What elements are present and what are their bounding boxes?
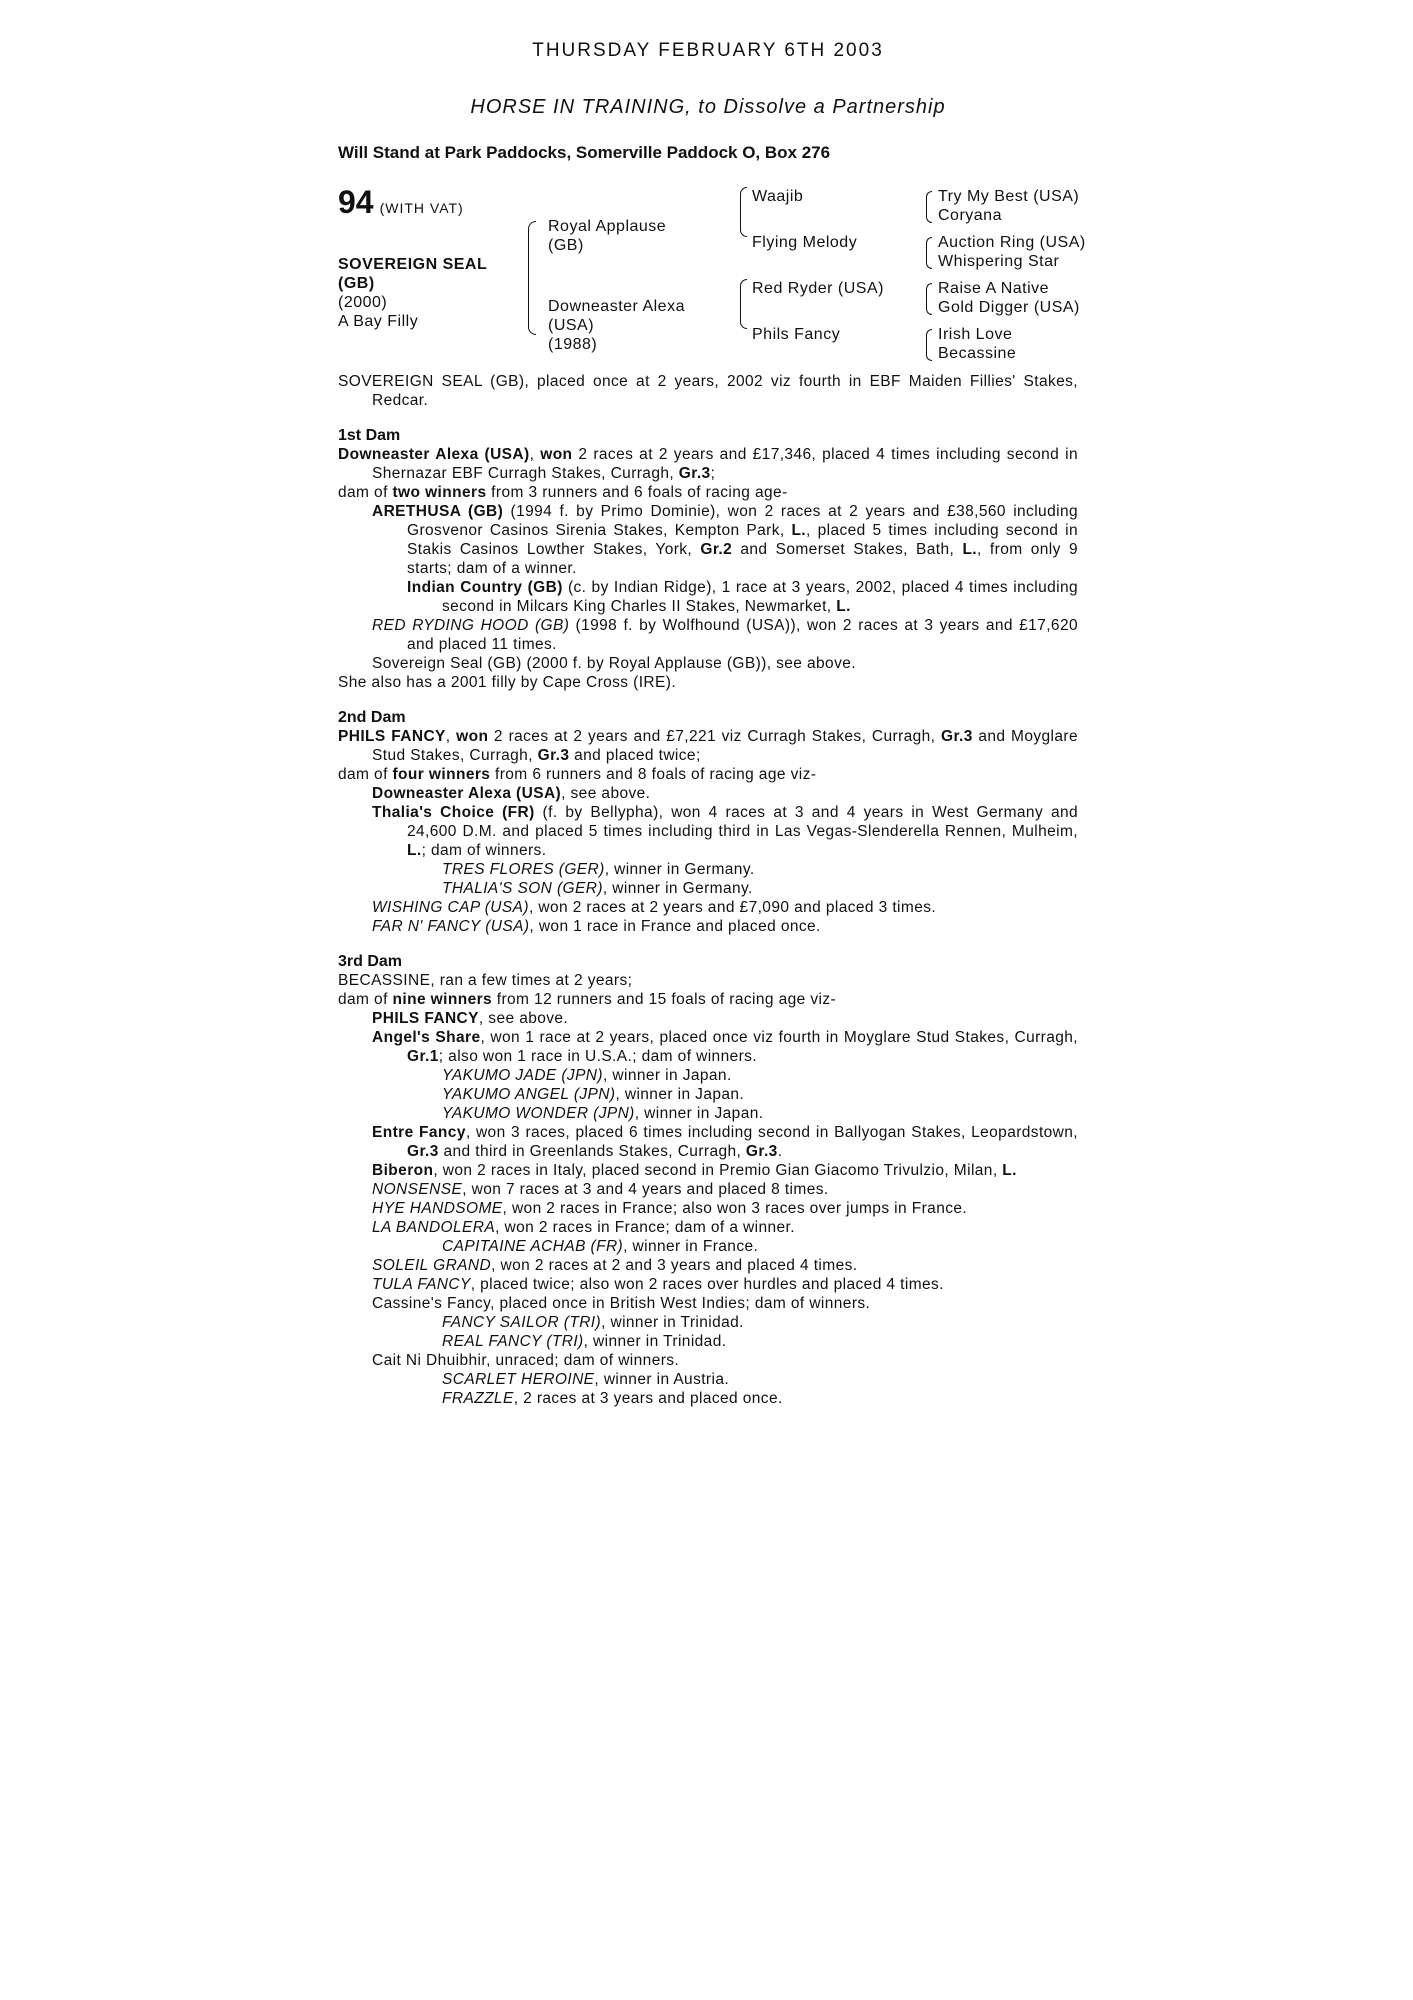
pedigree-brace-main	[528, 221, 536, 335]
punct: .	[777, 1143, 783, 1160]
produce-name: RED RYDING HOOD (GB)	[372, 617, 570, 634]
produce-text: , won 7 races at 3 and 4 years and placed 8 times.	[462, 1181, 829, 1198]
produce-name: Entre Fancy	[372, 1124, 466, 1141]
intro-paragraph: SOVEREIGN SEAL (GB), placed once at 2 years, 2002 viz fourth in EBF Maiden Fillies' Stakes, Redcar.	[338, 373, 1078, 409]
second-dam-entry	[338, 727, 1078, 765]
produce-text: and third in Greenlands Stakes, Curragh,	[438, 1143, 746, 1160]
listed-mark: L.	[836, 598, 851, 615]
sire-dam: Flying Melody	[752, 234, 858, 251]
produce-entry	[338, 1199, 1078, 1218]
produce-entry: Cait Ni Dhuibhir, unraced; dam of winners.	[372, 1352, 680, 1369]
produce-entry: Sovereign Seal (GB) (2000 f. by Royal Applause (GB)), see above.	[372, 655, 856, 672]
grade: Gr.3	[745, 1143, 778, 1160]
dam-text: and Moyglare Stud Stakes, Curragh,	[372, 728, 1079, 764]
horse-year: (2000)	[338, 294, 388, 311]
produce-entry	[338, 1256, 1078, 1275]
produce-name: SCARLET HEROINE	[442, 1371, 595, 1388]
pedigree-brace-g3-2	[926, 237, 932, 269]
horse-description: A Bay Filly	[338, 313, 419, 330]
produce-name: Thalia's Choice (FR)	[372, 804, 535, 821]
second-dam-name: PHILS FANCY	[338, 728, 446, 745]
grandproduce-entry	[338, 860, 1078, 879]
first-dam-name: Downeaster Alexa (USA)	[338, 446, 530, 463]
produce-name: WISHING CAP (USA)	[372, 899, 529, 916]
produce-text: ; dam of winners.	[421, 842, 547, 859]
dam-of-line	[338, 990, 1078, 1009]
grandproduce-entry	[338, 1389, 1078, 1408]
won-label: won	[540, 446, 573, 463]
produce-name: YAKUMO JADE (JPN)	[442, 1067, 603, 1084]
produce-entry	[338, 1180, 1078, 1199]
produce-name: YAKUMO ANGEL (JPN)	[442, 1086, 616, 1103]
produce-entry	[338, 917, 1078, 936]
sire-name: Royal Applause	[548, 218, 667, 235]
grandproduce-entry	[338, 1237, 1078, 1256]
listed-mark: L.	[962, 541, 978, 558]
produce-entry	[338, 1218, 1078, 1237]
g3-ancestor: Whispering Star	[938, 253, 1060, 270]
dam-dam: Phils Fancy	[752, 326, 841, 343]
g3-ancestor: Raise A Native	[938, 280, 1050, 297]
produce-entry	[338, 1123, 1078, 1161]
grade: Gr.3	[941, 728, 973, 745]
dam-of-suffix: from 3 runners and 6 foals of racing age-	[486, 484, 788, 501]
produce-text: , 2 races at 3 years and placed once.	[513, 1390, 783, 1407]
produce-name: THALIA'S SON (GER)	[442, 880, 603, 897]
pedigree-brace-sire	[740, 187, 747, 237]
pedigree-brace-g3-4	[926, 329, 932, 361]
dam-suffix: (USA)	[548, 317, 595, 334]
produce-name: Biberon	[372, 1162, 434, 1179]
produce-text: ; also won 1 race in U.S.A.; dam of winners.	[438, 1048, 758, 1065]
produce-text: , placed twice; also won 2 races over hurdles and placed 4 times.	[470, 1276, 944, 1293]
dam-of-winners: nine winners	[392, 991, 493, 1008]
produce-text: , winner in Austria.	[594, 1371, 730, 1388]
g3-ancestor: Irish Love	[938, 326, 1013, 343]
produce-entry: Cassine's Fancy, placed once in British West Indies; dam of winners.	[372, 1295, 871, 1312]
grandproduce-entry	[338, 1313, 1078, 1332]
produce-text: , winner in Japan.	[634, 1105, 764, 1122]
produce-entry	[338, 898, 1078, 917]
grandproduce-entry	[338, 879, 1078, 898]
horse-name-suffix: (GB)	[338, 275, 375, 292]
sire-sire: Waajib	[752, 188, 804, 205]
sale-subtitle: HORSE IN TRAINING, to Dissolve a Partnership	[470, 96, 946, 118]
produce-entry	[338, 616, 1078, 654]
grade: Gr.3	[407, 1143, 439, 1160]
g3-ancestor: Auction Ring (USA)	[938, 234, 1086, 251]
first-dam-text: 2 races at 2 years and £17,346, placed 4 times including second in Shernazar EBF Curragh Stakes, Curragh,	[372, 446, 1078, 482]
sire-suffix: (GB)	[548, 237, 584, 254]
produce-text: , won 2 races in France; dam of a winner.	[495, 1219, 795, 1236]
produce-entry	[338, 502, 1078, 578]
dam-of-suffix: from 6 runners and 8 foals of racing age viz-	[490, 766, 817, 783]
produce-text: , winner in Germany.	[604, 861, 755, 878]
catalogue-body	[338, 372, 1078, 1408]
g3-ancestor: Try My Best (USA)	[938, 188, 1080, 205]
lot-number: 94	[338, 184, 374, 220]
produce-text: , won 3 races, placed 6 times including second in Ballyogan Stakes, Leopardstown,	[465, 1124, 1079, 1141]
produce-name: FRAZZLE	[442, 1390, 514, 1407]
produce-text: and Somerset Stakes, Bath,	[732, 541, 963, 558]
produce-entry	[338, 1028, 1078, 1066]
grandproduce-entry	[338, 1370, 1078, 1389]
produce-text: , winner in Trinidad.	[583, 1333, 727, 1350]
listed-mark: L.	[1002, 1162, 1017, 1179]
grade: Gr.1	[407, 1048, 439, 1065]
pedigree-brace-g3-1	[926, 191, 932, 223]
produce-text: , winner in France.	[623, 1238, 759, 1255]
third-dam-entry: BECASSINE, ran a few times at 2 years;	[338, 972, 633, 989]
horse-name: SOVEREIGN SEAL	[338, 256, 488, 273]
first-dam-entry: Downeaster Alexa (USA), won 2 races at 2 years and £17,346, placed 4 times including second in Shernazar EBF Curragh Stakes, Curragh, Gr.3;	[338, 446, 1078, 482]
produce-text: , see above.	[561, 785, 651, 802]
produce-name: ARETHUSA (GB)	[372, 503, 504, 520]
produce-text: , winner in Germany.	[602, 880, 753, 897]
produce-entry	[338, 1161, 1078, 1180]
grade: Gr.2	[700, 541, 733, 558]
listed-mark: L.	[791, 522, 807, 539]
produce-text: , placed 5 times including second in Stakis Casinos Lowther Stakes, York,	[407, 522, 1078, 558]
produce-entry	[338, 1275, 1078, 1294]
pedigree-table	[338, 183, 1086, 368]
produce-text: , won 2 races at 2 years and £7,090 and placed 3 times.	[528, 899, 937, 916]
produce-text: , winner in Japan.	[615, 1086, 745, 1103]
produce-name: FAR N' FANCY (USA)	[372, 918, 530, 935]
produce-text: (f. by Bellypha), won 4 races at 3 and 4 years in West Germany and 24,600 D.M. and placed 5 times including third in Las Vegas-Slenderella Rennen, Mulheim,	[407, 804, 1079, 840]
grandproduce-entry	[338, 1104, 1078, 1123]
produce-name: Angel's Share	[372, 1029, 481, 1046]
lot-number-line	[338, 184, 464, 220]
produce-name: CAPITAINE ACHAB (FR)	[442, 1238, 624, 1255]
produce-entry	[338, 803, 1078, 860]
produce-text: (c. by Indian Ridge), 1 race at 3 years, 2002, placed 4 times including second in Milcars King Charles II Stakes, Newmarket,	[442, 579, 1079, 615]
produce-text: , won 1 race at 2 years, placed once viz fourth in Moyglare Stud Stakes, Curragh,	[480, 1029, 1078, 1046]
grandproduce-entry	[338, 578, 1078, 616]
produce-text: (1994 f. by Primo Dominie), won 2 races at 2 years and £38,560 including Grosvenor Casinos Sirenia Stakes, Kempton Park,	[407, 503, 1078, 539]
dam-of-winners: four winners	[392, 766, 491, 783]
g3-ancestor: Gold Digger (USA)	[938, 299, 1080, 316]
produce-text: , from only 9 starts; dam of a winner.	[407, 541, 1078, 577]
dam-of-prefix: dam of	[338, 766, 393, 783]
won-label: won	[456, 728, 489, 745]
grandproduce-entry	[338, 1066, 1078, 1085]
produce-name: Indian Country (GB)	[407, 579, 563, 596]
g3-ancestor: Coryana	[938, 207, 1002, 224]
grade: Gr.3	[678, 465, 711, 482]
produce-text: , won 2 races at 2 and 3 years and placed 4 times.	[491, 1257, 858, 1274]
produce-text: , won 2 races in Italy, placed second in Premio Gian Giacomo Trivulzio, Milan,	[433, 1162, 1003, 1179]
third-dam-heading: 3rd Dam	[338, 953, 403, 970]
produce-text: , won 2 races in France; also won 3 races over jumps in France.	[502, 1200, 968, 1217]
produce-name: Downeaster Alexa (USA)	[372, 785, 562, 802]
grandproduce-entry	[338, 1085, 1078, 1104]
produce-name: PHILS FANCY	[372, 1010, 479, 1027]
dam-year: (1988)	[548, 336, 598, 353]
produce-entry	[338, 1009, 1078, 1028]
dam-sire: Red Ryder (USA)	[752, 280, 884, 297]
produce-name: LA BANDOLERA	[372, 1219, 496, 1236]
pedigree-brace-g3-3	[926, 283, 932, 315]
produce-text: , winner in Trinidad.	[601, 1314, 744, 1331]
dam-text: 2 races at 2 years and £7,221 viz Curragh Stakes, Curragh,	[488, 728, 942, 745]
produce-name: FANCY SAILOR (TRI)	[442, 1314, 602, 1331]
pedigree-brace-dam	[740, 279, 747, 329]
also-note: She also has a 2001 filly by Cape Cross (IRE).	[338, 674, 677, 691]
dam-of-winners: two winners	[392, 484, 487, 501]
produce-entry	[338, 784, 1078, 803]
produce-name: YAKUMO WONDER (JPN)	[442, 1105, 635, 1122]
produce-name: TRES FLORES (GER)	[442, 861, 605, 878]
produce-text: (1998 f. by Wolfhound (USA)), won 2 races at 3 years and £17,620 and placed 11 times.	[407, 617, 1078, 653]
produce-name: REAL FANCY (TRI)	[442, 1333, 584, 1350]
grade: Gr.3	[537, 747, 570, 764]
produce-name: HYE HANDSOME	[372, 1200, 503, 1217]
vat-note: (WITH VAT)	[379, 200, 464, 216]
second-dam-heading: 2nd Dam	[338, 709, 406, 726]
grandproduce-entry	[338, 1332, 1078, 1351]
stand-location: Will Stand at Park Paddocks, Somerville Paddock O, Box 276	[338, 143, 831, 162]
g3-ancestor: Becassine	[938, 345, 1017, 362]
produce-text: , see above.	[478, 1010, 569, 1027]
dam-of-line	[338, 483, 1078, 502]
dam-of-prefix: dam of	[338, 991, 393, 1008]
sale-date: THURSDAY FEBRUARY 6TH 2003	[532, 40, 884, 61]
produce-name: NONSENSE	[372, 1181, 463, 1198]
produce-name: TULA FANCY	[372, 1276, 471, 1293]
dam-of-line	[338, 765, 1078, 784]
punct: ,	[445, 728, 457, 745]
dam-name: Downeaster Alexa	[548, 298, 685, 315]
first-dam-heading: 1st Dam	[338, 427, 401, 444]
punct: ;	[710, 465, 716, 482]
produce-name: SOLEIL GRAND	[372, 1257, 492, 1274]
dam-text: and placed twice;	[569, 747, 701, 764]
produce-text: , won 1 race in France and placed once.	[529, 918, 821, 935]
produce-text: , winner in Japan.	[602, 1067, 732, 1084]
listed-mark: L.	[407, 842, 422, 859]
dam-of-prefix: dam of	[338, 484, 393, 501]
dam-of-suffix: from 12 runners and 15 foals of racing age viz-	[492, 991, 837, 1008]
